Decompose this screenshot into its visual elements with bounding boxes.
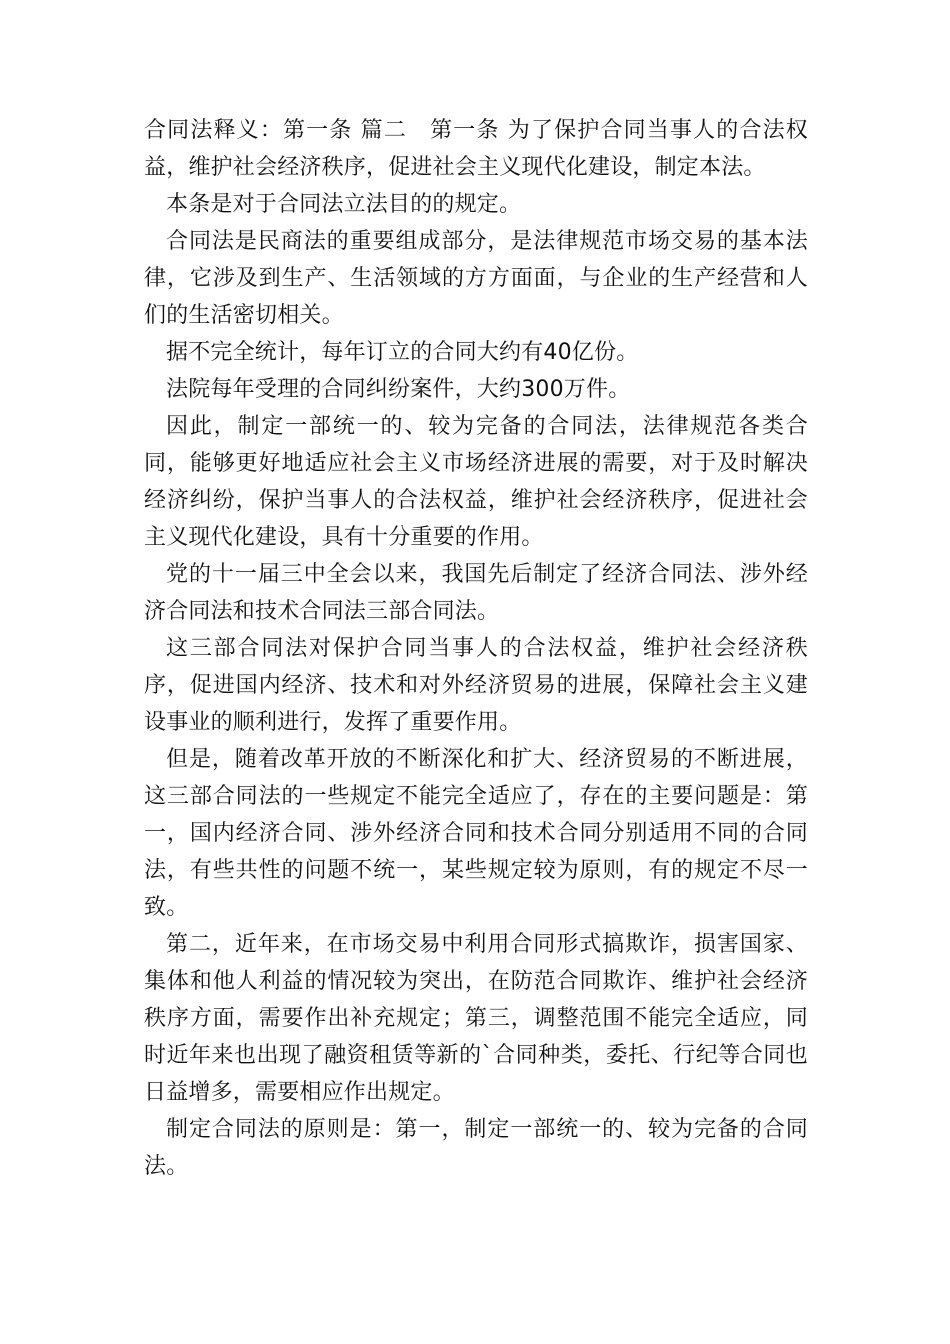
paragraph-history: 党的十一届三中全会以来，我国先后制定了经济合同法、涉外经济合同法和技术合同法三部合同法。 xyxy=(144,562,808,624)
paragraph-intro: 合同法释义：第一条 篇二 第一条 为了保护合同当事人的合法权益，维护社会经济秩序，促进社会主义现代化建设，制定本法。 xyxy=(144,118,808,180)
paragraph-therefore: 因此，制定一部统一的、较为完备的合同法，法律规范各类合同，能够更好地适应社会主义市场经济进展的需要，对于及时解决经济纠纷，保护当事人的合法权益，维护社会经济秩序，促进社会主义现代化建设，具有十分重要的作用。 xyxy=(144,414,808,550)
paragraph-problems-first: 但是，随着改革开放的不断深化和扩大、经济贸易的不断进展，这三部合同法的一些规定不能完全适应了，存在的主要问题是：第一，国内经济合同、涉外经济合同和技术合同分别适用不同的合同法，有些共性的问题不统一，某些规定较为原则，有的规定不尽一致。 xyxy=(144,747,808,920)
paragraph-statistics-contracts: 据不完全统计，每年订立的合同大约有40亿份。 xyxy=(166,340,639,365)
document-page xyxy=(144,112,808,1185)
paragraph-problems-second-third: 第二，近年来，在市场交易中利用合同形式搞欺诈，损害国家、集体和他人利益的情况较为突出，在防范合同欺诈、维护社会经济秩序方面，需要作出补充规定；第三，调整范围不能完全适应，同时近年来也出现了融资租赁等新的`合同种类，委托、行纪等合同也日益增多，需要相应作出规定。 xyxy=(144,932,808,1105)
paragraph-purpose: 本条是对于合同法立法目的的规定。 xyxy=(166,192,522,217)
paragraph-importance: 合同法是民商法的重要组成部分，是法律规范市场交易的基本法律，它涉及到生产、生活领域的方方面面，与企业的生产经营和人们的生活密切相关。 xyxy=(144,229,808,328)
paragraph-statistics-cases: 法院每年受理的合同纠纷案件，大约300万件。 xyxy=(166,377,631,402)
paragraph-role: 这三部合同法对保护合同当事人的合法权益，维护社会经济秩序，促进国内经济、技术和对外经济贸易的进展，保障社会主义建设事业的顺利进行，发挥了重要作用。 xyxy=(144,636,808,735)
paragraph-principles: 制定合同法的原则是：第一，制定一部统一的、较为完备的合同法。 xyxy=(144,1117,808,1179)
